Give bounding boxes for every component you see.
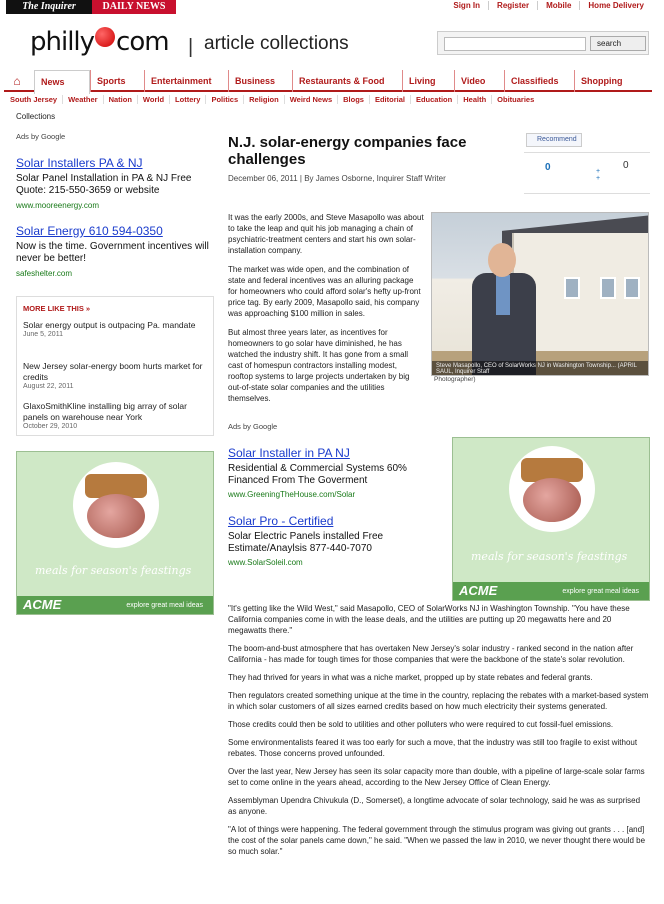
article-paragraph: The boom-and-bust atmosphere that has overtaken New Jersey's solar industry - ranked second in the nation after California - has made for tough times for those companies that were the backbone of the state's solar revolution. xyxy=(228,644,634,664)
photo-credit: Photographer) xyxy=(434,376,476,383)
ad-url[interactable]: www.GreeningTheHouse.com/Solar xyxy=(228,490,356,499)
list-item[interactable] xyxy=(23,361,213,390)
ad-url[interactable]: www.SolarSoleil.com xyxy=(228,558,303,567)
related-date: August 22, 2011 xyxy=(23,383,74,390)
logo-right-text: com xyxy=(116,27,169,57)
title-separator: | xyxy=(188,36,194,58)
article-paragraph: The market was wide open, and the combination of state and federal incentives was an alluring package for homeowners who could afford solar's hefty up-front price tag. By early 2009, Masapollo said, his company was approaching $100 million in sales. xyxy=(228,265,421,318)
article-body-bottom xyxy=(228,603,650,857)
social-share-box xyxy=(524,152,650,194)
sign-in-link[interactable]: Sign In xyxy=(453,1,481,10)
share-count-right: 0 xyxy=(623,160,629,171)
article-paragraph: Those credits could then be sold to utilities and other polluters who were required to cut fossil-fuel emissions. xyxy=(228,720,614,729)
search-button[interactable]: search xyxy=(590,36,646,51)
subnav-editorial[interactable]: Editorial xyxy=(369,95,410,104)
banner-cta[interactable]: explore great meal ideas xyxy=(562,588,639,595)
ad-title[interactable]: Solar Energy 610 594-0350 xyxy=(16,224,163,238)
subnav-politics[interactable]: Politics xyxy=(205,95,243,104)
article-paragraph: It was the early 2000s, and Steve Masapollo was about to take the leap and quit his job managing a chain of psychiatric-treatment centers and start his own solar-installation company. xyxy=(228,213,424,255)
inline-ad-2[interactable] xyxy=(228,514,438,567)
article-byline: December 06, 2011 | By James Osborne, Inquirer Staff Writer xyxy=(228,174,446,183)
home-icon[interactable]: ⌂ xyxy=(13,74,21,88)
banner-cta[interactable]: explore great meal ideas xyxy=(126,602,203,609)
philly-logo[interactable] xyxy=(30,27,169,57)
logo-dot-icon xyxy=(95,27,115,47)
person-image xyxy=(472,243,536,376)
article-headline: N.J. solar-energy companies face challenges xyxy=(228,134,467,168)
related-title[interactable]: GlaxoSmithKline installing big array of solar panels on warehouse near York xyxy=(23,401,187,422)
ads-by-google-label[interactable]: Ads by Google xyxy=(16,132,66,141)
subnav-religion[interactable]: Religion xyxy=(243,95,284,104)
article-paragraph: Then regulators created something unique at the time in the country, replacing the rebates with a market-based system in which solar customers of all sizes earned credits based on how much electricity their systems generated. xyxy=(228,691,649,711)
nav-video[interactable]: Video xyxy=(454,70,504,92)
article-paragraph: "A lot of things were happening. The federal government through the stimulus program was giving out grants . . . [and] the cost of the solar panels came down," he said. "When we passed the law in 2010, we never thought there would be so much solar." xyxy=(228,825,646,856)
ad-body: Solar Electric Panels installed Free Estimate/Anaylsis 877-440-7070 xyxy=(228,531,384,554)
ads-by-google-label[interactable]: Ads by Google xyxy=(228,422,278,431)
related-title[interactable]: Solar energy output is outpacing Pa. mandate xyxy=(23,320,196,330)
article-photo[interactable] xyxy=(431,212,649,376)
mobile-link[interactable]: Mobile xyxy=(537,1,579,10)
article-paragraph: Assemblyman Upendra Chivukula (D., Somerset), a longtime advocate of solar technology, said he was as surprised as anyone. xyxy=(228,796,641,816)
section-title: article collections xyxy=(204,33,349,54)
home-delivery-link[interactable]: Home Delivery xyxy=(579,1,652,10)
search-box xyxy=(437,31,649,55)
subnav-weird-news[interactable]: Weird News xyxy=(284,95,337,104)
more-like-this-heading: MORE LIKE THIS » xyxy=(23,304,91,313)
banner-tagline: meals for season's feastings xyxy=(471,550,628,563)
nav-classifieds[interactable]: Classifieds xyxy=(504,70,574,92)
article-paragraph: But almost three years later, as incentives for homeowners to go solar have diminished, he has watched the industry shift. It has gone from a small cast of homespun contractors installing modest, rooftop systems to large projects undertaken by big out-of-state solar companies and the utilities themselves. xyxy=(228,328,410,403)
subnav-nation[interactable]: Nation xyxy=(103,95,137,104)
acme-logo: ACME xyxy=(23,597,62,612)
breadcrumb[interactable]: Collections xyxy=(16,112,56,121)
acme-banner-ad-right[interactable] xyxy=(452,437,650,601)
main-nav xyxy=(4,70,652,92)
top-links xyxy=(445,1,652,10)
subnav-weather[interactable]: Weather xyxy=(62,95,102,104)
ad-body: Solar Panel Installation in PA & NJ Free Quote: 215-550-3659 or website xyxy=(16,173,192,196)
article-paragraph: "It's getting like the Wild West," said Masapollo, CEO of SolarWorks NJ in Washington Township. "You have these California companies come in with the lease deals, and the utilities are putting up 20 megawatts here and 20 megawatts there." xyxy=(228,604,630,635)
subnav-south-jersey[interactable]: South Jersey xyxy=(10,95,58,104)
banner-tagline: meals for season's feastings xyxy=(35,564,192,577)
subnav-education[interactable]: Education xyxy=(410,95,457,104)
related-title[interactable]: New Jersey solar-energy boom hurts market for credits xyxy=(23,361,203,382)
related-date: June 5, 2011 xyxy=(23,331,63,338)
ad-title[interactable]: Solar Installer in PA NJ xyxy=(228,446,350,460)
register-link[interactable]: Register xyxy=(488,1,537,10)
nav-living[interactable]: Living xyxy=(402,70,454,92)
ham-image xyxy=(87,494,145,538)
logo-left-text: philly xyxy=(30,27,95,57)
photo-caption: Steve Masapollo, CEO of SolarWorks NJ in Washington Township... (APRIL SAUL, Inquirer Staff xyxy=(432,361,648,375)
subnav-obituaries[interactable]: Obituaries xyxy=(491,95,539,104)
article-paragraph: Some environmentalists feared it was too early for such a move, that the industry was still too fragile to exist without rebates. Those concerns proved unfounded. xyxy=(228,738,638,758)
inquirer-logo[interactable]: The Inquirer xyxy=(6,0,92,14)
ad-url[interactable]: safeshelter.com xyxy=(16,269,73,278)
nav-news[interactable]: News xyxy=(34,70,90,94)
article-paragraph: They had thrived for years in what was a niche market, propped up by state rebates and federal grants. xyxy=(228,673,593,682)
nav-entertainment[interactable]: Entertainment xyxy=(144,70,228,92)
nav-sports[interactable]: Sports xyxy=(90,70,144,92)
ad-title[interactable]: Solar Installers PA & NJ xyxy=(16,156,143,170)
subnav-health[interactable]: Health xyxy=(457,95,491,104)
related-date: October 29, 2010 xyxy=(23,423,78,430)
ad-body: Now is the time. Government incentives will never be better! xyxy=(16,241,209,264)
ad-url[interactable]: www.mooreenergy.com xyxy=(16,201,99,210)
subnav-blogs[interactable]: Blogs xyxy=(337,95,369,104)
recommend-button[interactable]: Recommend xyxy=(526,133,582,147)
subnav-lottery[interactable]: Lottery xyxy=(169,95,205,104)
ad-title[interactable]: Solar Pro - Certified xyxy=(228,514,334,528)
left-ad-1[interactable] xyxy=(16,156,216,210)
ad-body: Residential & Commercial Systems 60% Financed From The Goverment xyxy=(228,463,407,486)
left-ad-2[interactable] xyxy=(16,224,216,278)
inline-ad-1[interactable] xyxy=(228,446,438,499)
share-count-left: 0 xyxy=(545,162,551,173)
acme-logo: ACME xyxy=(459,583,498,598)
acme-banner-ad[interactable] xyxy=(16,451,214,615)
nav-shopping[interactable]: Shopping xyxy=(574,70,648,92)
sub-nav xyxy=(10,95,539,104)
nav-restaurants-food[interactable]: Restaurants & Food xyxy=(292,70,402,92)
nav-business[interactable]: Business xyxy=(228,70,292,92)
article-body-top xyxy=(228,212,424,404)
daily-news-logo[interactable]: DAILY NEWS xyxy=(92,0,176,14)
list-item[interactable] xyxy=(23,401,213,430)
search-input[interactable] xyxy=(444,37,586,51)
ham-image xyxy=(523,478,581,522)
more-like-this-box xyxy=(16,296,214,436)
list-item[interactable] xyxy=(23,320,213,338)
article-paragraph: Over the last year, New Jersey has seen its solar capacity more than double, with a pipeline of large-scale solar farms set to come online in the years ahead, according to the New Jersey Office of Clean Energy. xyxy=(228,767,645,787)
subnav-world[interactable]: World xyxy=(137,95,169,104)
google-plus-icon[interactable]: + + xyxy=(596,168,601,182)
